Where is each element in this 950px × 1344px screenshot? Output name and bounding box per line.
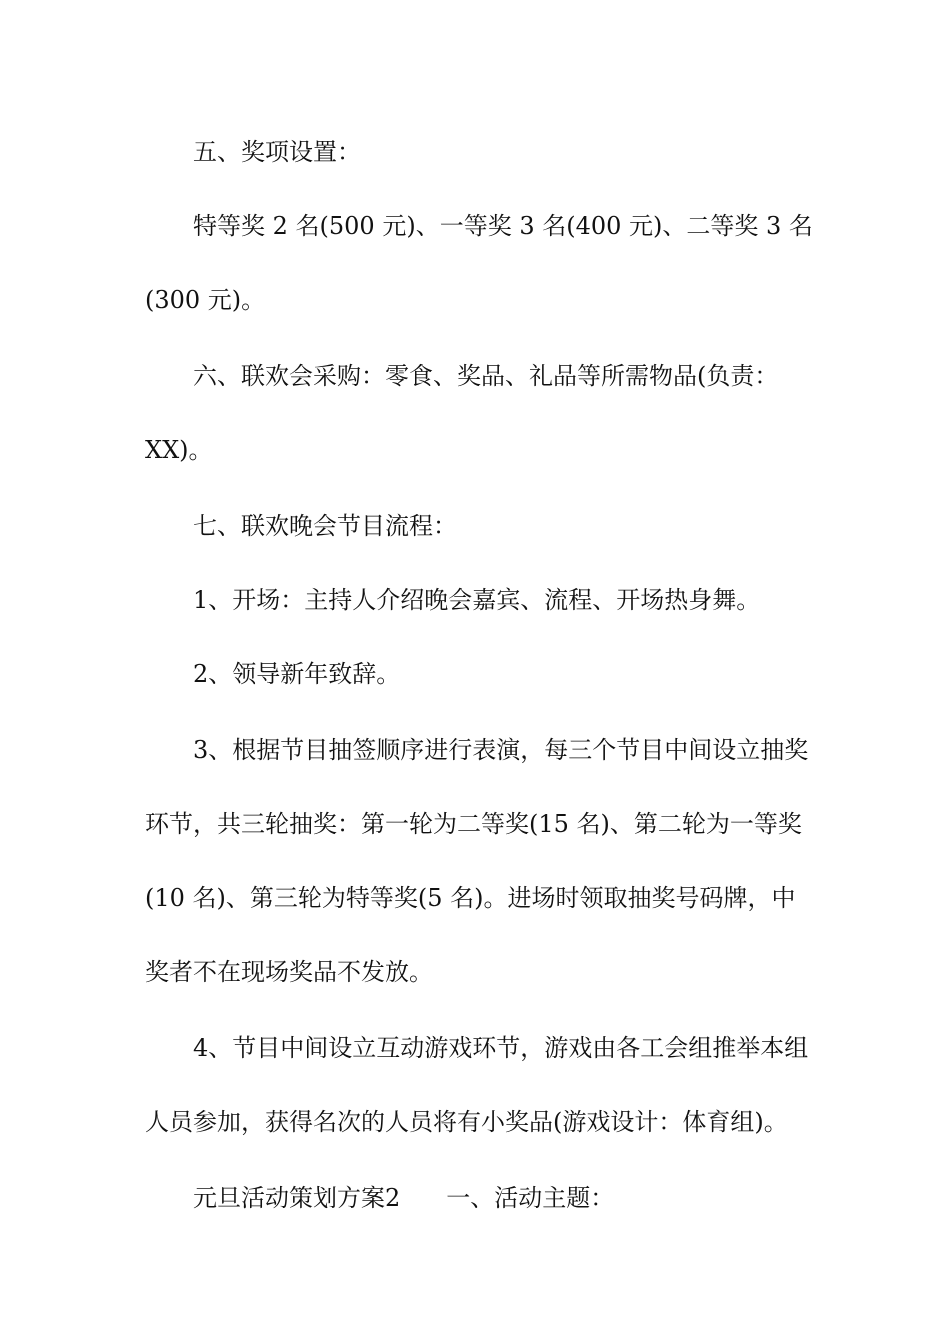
paragraph-line: 奖者不在现场奖品不发放。 xyxy=(145,958,433,986)
section-heading-theme: 一、活动主题： xyxy=(446,1184,615,1212)
section-heading-program: 七、联欢晚会节目流程： xyxy=(193,512,457,540)
paragraph-line: 环节，共三轮抽奖：第一轮为二等奖(15 名)、第二轮为一等奖 xyxy=(145,810,802,838)
section-heading-awards: 五、奖项设置： xyxy=(193,138,361,166)
list-item: 1、开场：主持人介绍晚会嘉宾、流程、开场热身舞。 xyxy=(193,586,761,614)
paragraph-line: 特等奖 2 名(500 元)、一等奖 3 名(400 元)、二等奖 3 名 xyxy=(193,212,813,240)
plan-title: 元旦活动策划方案2 xyxy=(193,1184,401,1212)
list-item: 3、根据节目抽签顺序进行表演，每三个节目中间设立抽奖 xyxy=(193,736,809,764)
section-heading-purchasing: 六、联欢会采购：零食、奖品、礼品等所需物品(负责： xyxy=(193,362,779,390)
paragraph-line: XX)。 xyxy=(145,436,213,464)
paragraph-line: 人员参加，获得名次的人员将有小奖品(游戏设计：体育组)。 xyxy=(145,1108,788,1136)
plan-title-line xyxy=(193,1183,873,1213)
paragraph-line: (300 元)。 xyxy=(145,286,266,314)
list-item: 4、节目中间设立互动游戏环节，游戏由各工会组推举本组 xyxy=(193,1034,809,1062)
list-item: 2、领导新年致辞。 xyxy=(193,660,401,688)
paragraph-line: (10 名)、第三轮为特等奖(5 名)。进场时领取抽奖号码牌，中 xyxy=(145,884,796,912)
